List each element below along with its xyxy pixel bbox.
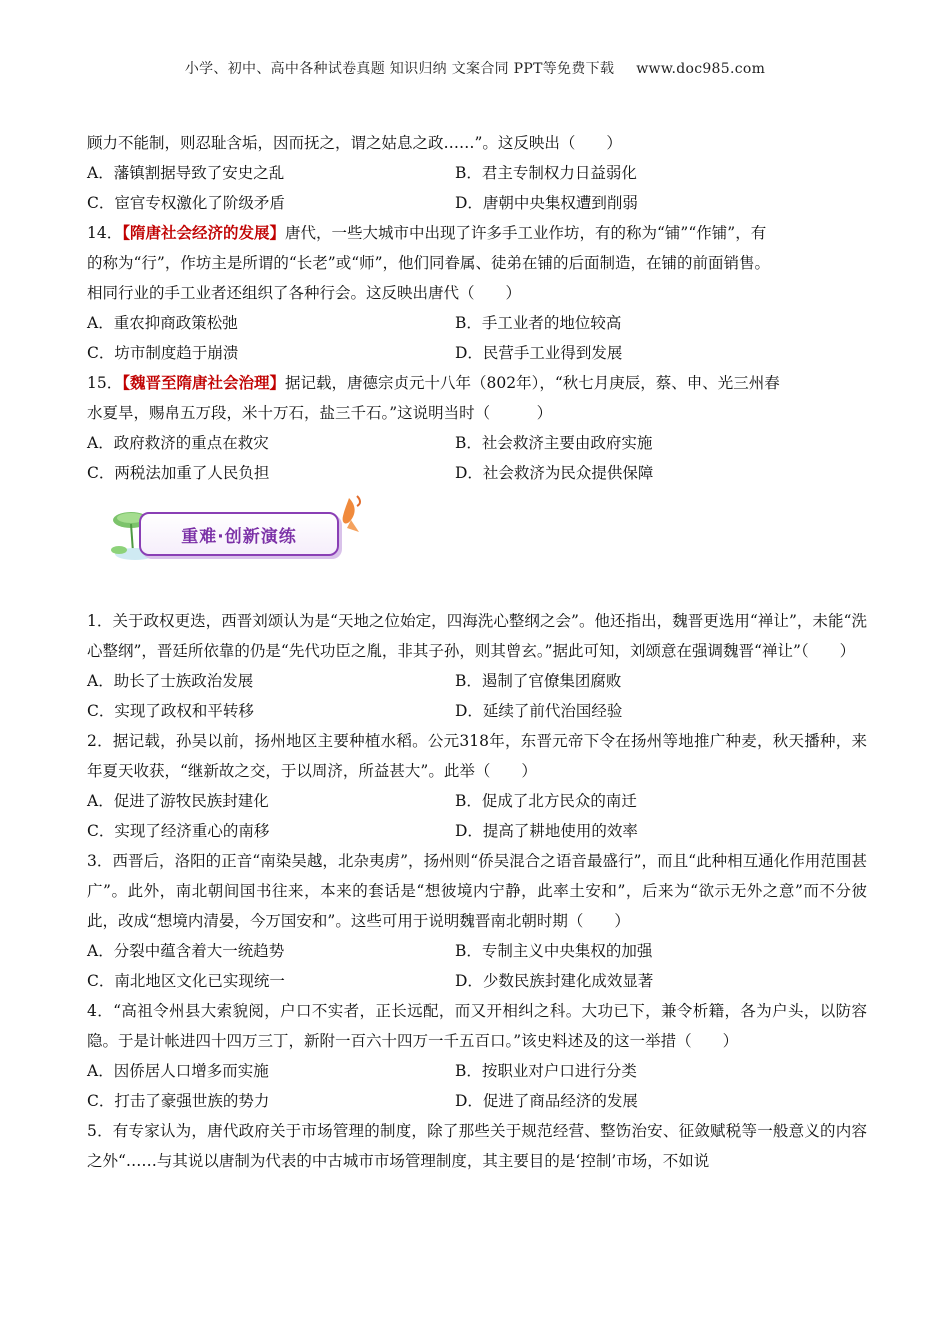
p2-option-c: C．实现了经济重心的南移 (87, 822, 270, 840)
p4-options-row1 (87, 1056, 867, 1086)
q14-number: 14． (87, 224, 123, 242)
p4-option-c: C．打击了豪强世族的势力 (87, 1092, 270, 1110)
q13-option-b: B．君主专制权力日益弱化 (455, 164, 637, 182)
header-text: 小学、初中、高中各种试卷真题 知识归纳 文案合同 PPT等免费下载 (184, 61, 615, 77)
q15-topic-tag: 【魏晋至隋唐社会治理】 (122, 373, 285, 392)
q15-option-b: B．社会救济主要由政府实施 (455, 434, 653, 452)
p2-options-row2 (87, 816, 867, 846)
q13-options-row1 (87, 158, 867, 188)
q15-option-d: D．社会救济为民众提供保障 (455, 464, 654, 482)
q15-stem-line1 (87, 368, 867, 398)
p2-option-b: B．促成了北方民众的南迁 (455, 792, 637, 810)
q14-stem-text1: 唐代，一些大城市中出现了许多手工业作坊，有的称为“铺”“作铺”，有 (285, 224, 767, 242)
p3-stem: 3．西晋后，洛阳的正音“南染吴越，北杂夷虏”，扬州则“侨吴混合之语音最盛行”，而且“此种相互通化作用范围甚广”。此外，南北朝间国书往来，本来的套话是“想彼境内宁静，此率土安和”，后来为“欲示无外之意”而不分彼此，改成“想境内清晏，今万国安和”。这些可用于说明魏晋南北朝时期（ ） (87, 852, 867, 930)
header-url[interactable]: www.doc985.com (636, 61, 766, 77)
q15-stem-line2: 水夏旱，赐帛五万段，米十万石，盐三千石。”这说明当时（ ） (87, 404, 553, 422)
p4-options-row2 (87, 1086, 867, 1116)
page-header (0, 58, 950, 78)
q15-options-row1 (87, 428, 867, 458)
q15-option-c: C．两税法加重了人民负担 (87, 464, 270, 482)
q14-options-row1 (87, 308, 867, 338)
q13-options-row2 (87, 188, 867, 218)
p2-option-a: A．促进了游牧民族封建化 (87, 792, 269, 810)
p1-option-a: A．助长了士族政治发展 (87, 672, 254, 690)
q15-option-a: A．政府救济的重点在救灾 (87, 434, 269, 452)
p2-options-row1 (87, 786, 867, 816)
q14-option-a: A．重农抑商政策松弛 (87, 314, 238, 332)
p1-stem: 1．关于政权更迭，西晋刘颂认为是“天地之位始定，四海洗心整纲之会”。他还指出，魏晋更选用“禅让”，未能“洗心整纲”，晋廷所依靠的仍是“先代功臣之胤，非其子孙，则其曾玄。”据此可知，刘颂意在强调魏晋“禅让”（ ） (87, 612, 867, 660)
q13-option-a: A．藩镇割据导致了安史之乱 (87, 164, 285, 182)
p3-option-b: B．专制主义中央集权的加强 (455, 942, 653, 960)
goldfish-icon (331, 494, 367, 544)
section-title: 重难·创新演练 (181, 526, 297, 547)
p1-options-row2 (87, 696, 867, 726)
p4-option-a: A．因侨居人口增多而实施 (87, 1062, 269, 1080)
q15-options-row2 (87, 458, 867, 488)
q14-stem-line2: 的称为“行”，作坊主是所谓的“长老”或“师”，他们同眷属、徒弟在铺的后面制造，在铺的前面销售。 (87, 254, 771, 272)
p1-option-c: C．实现了政权和平转移 (87, 702, 254, 720)
q14-stem-line1 (87, 218, 867, 248)
p4-stem: 4．“高祖令州县大索貌阅，户口不实者，正长远配，而又开相纠之科。大功已下，兼令析籍，各为户头，以防容隐。于是计帐进四十四万三丁，新附一百六十四万一千五百口。”该史料述及的这一举措（ ） (87, 1002, 867, 1050)
p2-option-d: D．提高了耕地使用的效率 (455, 822, 638, 840)
p1-options-row1 (87, 666, 867, 696)
p3-option-a: A．分裂中蕴含着大一统趋势 (87, 942, 285, 960)
p4-option-b: B．按职业对户口进行分类 (455, 1062, 637, 1080)
q15-stem-text1: 据记载，唐德宗贞元十八年（802年），“秋七月庚辰，蔡、申、光三州春 (285, 374, 780, 392)
q14-stem-line3: 相同行业的手工业者还组织了各种行会。这反映出唐代（ ） (87, 284, 522, 302)
q13-stem: 顾力不能制，则忍耻含垢，因而抚之，谓之姑息之政……”。这反映出（ ） (87, 134, 622, 152)
q14-options-row2 (87, 338, 867, 368)
p3-option-c: C．南北地区文化已实现统一 (87, 972, 285, 990)
q14-option-c: C．坊市制度趋于崩溃 (87, 344, 239, 362)
document-body (87, 128, 867, 1176)
p2-stem: 2．据记载，孙吴以前，扬州地区主要种植水稻。公元318年，东晋元帝下令在扬州等地推广种麦，秋天播种，来年夏天收获，“继新故之交，于以周济，所益甚大”。此举（ ） (87, 732, 867, 780)
p3-options-row2 (87, 966, 867, 996)
q14-option-b: B．手工业者的地位较高 (455, 314, 622, 332)
q13-option-d: D．唐朝中央集权遭到削弱 (455, 194, 638, 212)
p4-option-d: D．促进了商品经济的发展 (455, 1092, 638, 1110)
q14-topic-tag: 【隋唐社会经济的发展】 (122, 223, 285, 242)
q14-option-d: D．民营手工业得到发展 (455, 344, 623, 362)
p1-option-b: B．遏制了官僚集团腐败 (455, 672, 622, 690)
q15-number: 15． (87, 374, 123, 392)
p3-option-d: D．少数民族封建化成效显著 (455, 972, 654, 990)
p5-stem: 5．有专家认为，唐代政府关于市场管理的制度，除了那些关于规范经营、整饬治安、征敛赋税等一般意义的内容之外“……与其说以唐制为代表的中古城市市场管理制度，其主要目的是‘控制’市场，不如说 (87, 1122, 867, 1170)
section-title-box (139, 512, 339, 556)
p3-options-row1 (87, 936, 867, 966)
p1-option-d: D．延续了前代治国经验 (455, 702, 623, 720)
q13-option-c: C．宦官专权激化了阶级矛盾 (87, 194, 285, 212)
section-banner (109, 494, 369, 574)
